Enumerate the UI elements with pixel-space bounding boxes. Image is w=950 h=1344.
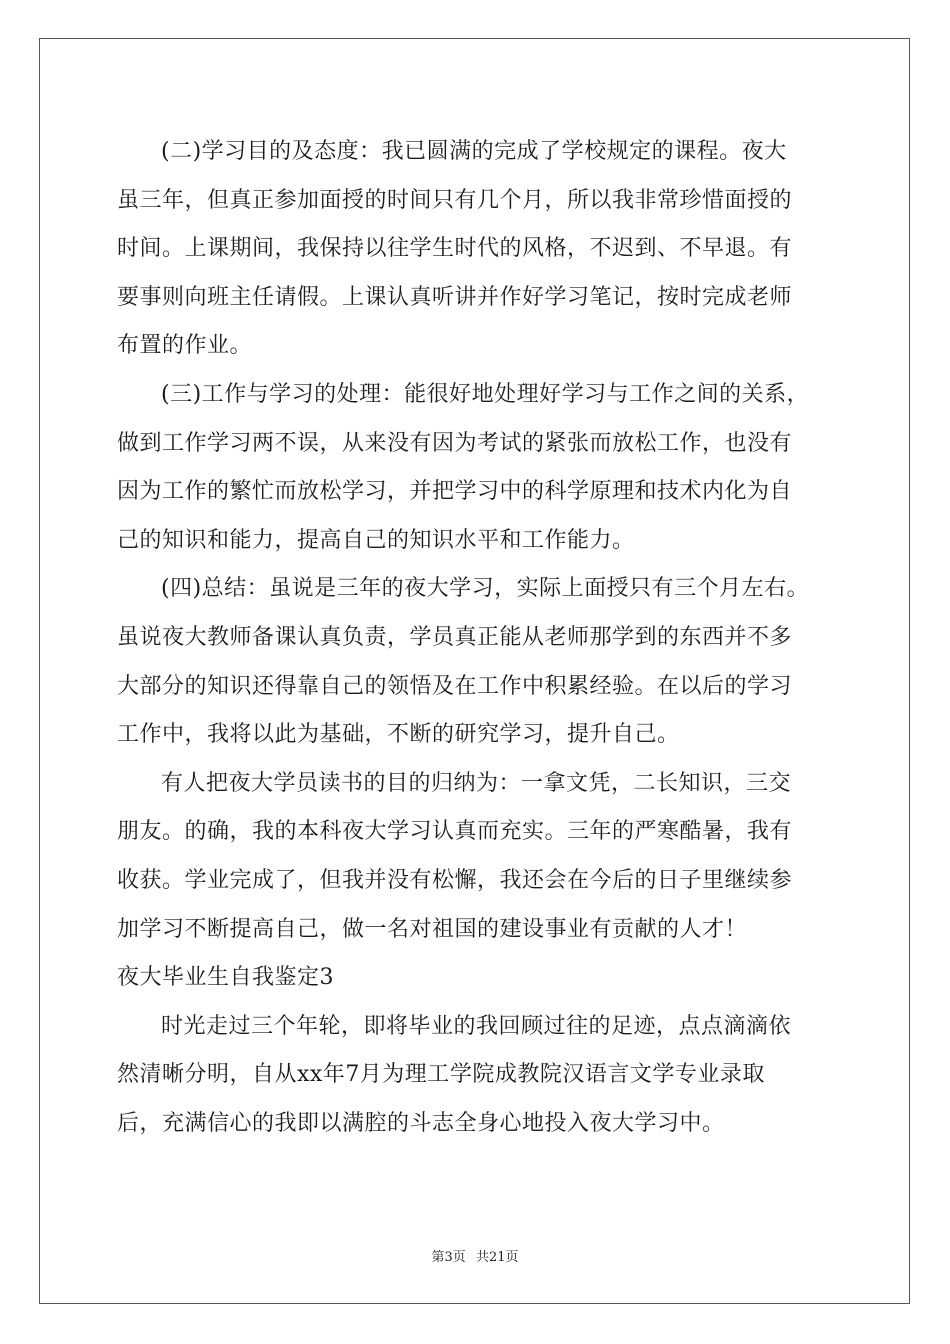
text-line: 工作中，我将以此为基础，不断的研究学习，提升自己。 [117, 722, 680, 748]
text-line: 做到工作学习两不误，从来没有因为考试的紧张而放松工作，也没有 [117, 430, 793, 456]
text-line: 要事则向班主任请假。上课认真听讲并作好学习笔记，按时完成老师 [117, 284, 793, 310]
page-total: 共21页 [475, 1250, 519, 1265]
page-footer [0, 1246, 950, 1265]
section-heading: 夜大毕业生自我鉴定3 [117, 965, 334, 991]
text-line: (三)工作与学习的处理：能很好地处理好学习与工作之间的关系， [161, 381, 810, 407]
text-line: 朋友。的确，我的本科夜大学习认真而充实。三年的严寒酷暑，我有 [117, 819, 793, 845]
text-line: 虽三年，但真正参加面授的时间只有几个月，所以我非常珍惜面授的 [117, 187, 793, 213]
text-line: 虽说夜大教师备课认真负责，学员真正能从老师那学到的东西并不多 [117, 624, 793, 650]
text-line: (二)学习目的及态度：我已圆满的完成了学校规定的课程。夜大 [161, 139, 787, 164]
text-line: (四)总结：虽说是三年的夜大学习，实际上面授只有三个月左右。 [161, 576, 810, 602]
text-line: 后，充满信心的我即以满腔的斗志全身心地投入夜大学习中。 [117, 1110, 725, 1136]
text-line: 大部分的知识还得靠自己的领悟及在工作中积累经验。在以后的学习 [117, 673, 793, 699]
text-line: 加学习不断提高自己，做一名对祖国的建设事业有贡献的人才！ [117, 916, 748, 942]
text-line: 收获。学业完成了，但我并没有松懈，我还会在今后的日子里继续参 [117, 867, 793, 893]
text-line: 因为工作的繁忙而放松学习，并把学习中的科学原理和技术内化为自 [117, 479, 793, 505]
text-line: 己的知识和能力，提高自己的知识水平和工作能力。 [117, 527, 635, 553]
document-body [117, 128, 835, 1148]
page-number: 第3页 [431, 1250, 466, 1265]
text-line: 时光走过三个年轮，即将毕业的我回顾过往的足迹，点点滴滴依 [161, 1013, 792, 1039]
text-line: 布置的作业。 [117, 333, 253, 359]
text-line: 有人把夜大学员读书的目的归纳为：一拿文凭，二长知识，三交 [161, 770, 792, 796]
text-line: 然清晰分明，自从xx年7月为理工学院成教院汉语言文学专业录取 [117, 1062, 765, 1088]
text-line: 时间。上课期间，我保持以往学生时代的风格，不迟到、不早退。有 [117, 236, 793, 262]
